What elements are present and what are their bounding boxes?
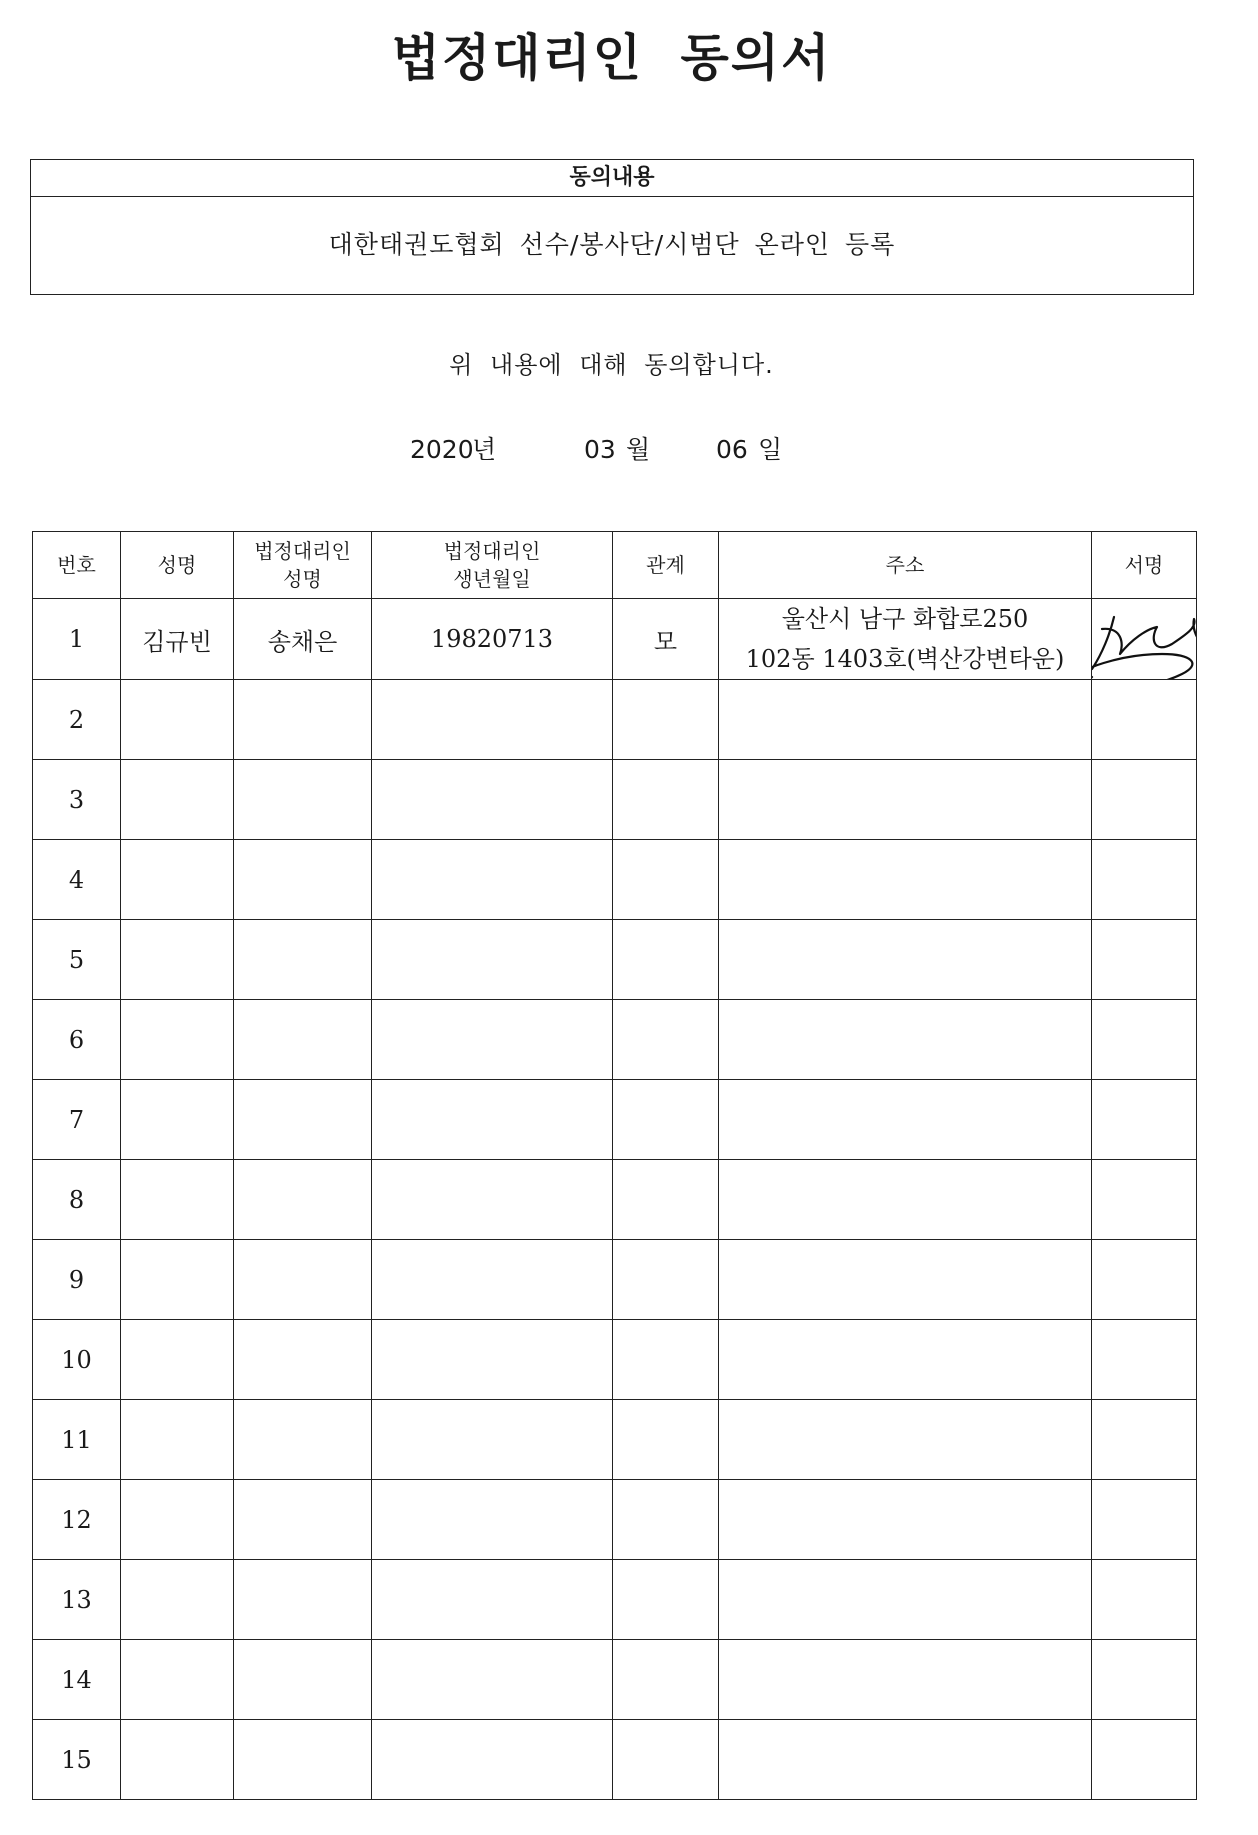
date-year: 2020 xyxy=(410,435,474,464)
cell-name xyxy=(121,840,234,920)
cell-guardian-name xyxy=(234,760,372,840)
cell-guardian-name xyxy=(234,1160,372,1240)
cell-name xyxy=(121,1560,234,1640)
table-row xyxy=(33,1560,1197,1640)
cell-no: 6 xyxy=(33,1000,121,1080)
agree-statement: 위 내용에 대해 동의합니다. xyxy=(449,351,774,379)
cell-guardian-name xyxy=(234,1480,372,1560)
header-guardian-birth xyxy=(372,532,613,599)
table-row xyxy=(33,680,1197,760)
header-guardian-name xyxy=(234,532,372,599)
cell-signature xyxy=(1092,1240,1197,1320)
cell-relation xyxy=(613,680,719,760)
cell-address xyxy=(719,1160,1092,1240)
cell-guardian-name: 송채은 xyxy=(234,599,372,680)
cell-name xyxy=(121,760,234,840)
cell-address xyxy=(719,1240,1092,1320)
consent-box xyxy=(30,159,1194,295)
table-row xyxy=(33,1480,1197,1560)
cell-relation xyxy=(613,1400,719,1480)
header-guardian-name-line1: 법정대리인 xyxy=(254,539,351,563)
cell-guardian-birth xyxy=(372,1720,613,1800)
cell-relation xyxy=(613,1240,719,1320)
cell-signature xyxy=(1092,1320,1197,1400)
cell-signature xyxy=(1092,840,1197,920)
table-row xyxy=(33,1240,1197,1320)
table-row xyxy=(33,1160,1197,1240)
cell-signature xyxy=(1092,920,1197,1000)
cell-guardian-birth xyxy=(372,840,613,920)
header-guardian-birth-line2: 생년월일 xyxy=(453,567,531,591)
cell-signature xyxy=(1092,1560,1197,1640)
table-row xyxy=(33,1080,1197,1160)
cell-name xyxy=(121,920,234,1000)
cell-name xyxy=(121,1000,234,1080)
cell-signature xyxy=(1092,1720,1197,1800)
cell-guardian-name xyxy=(234,1400,372,1480)
cell-address xyxy=(719,1560,1092,1640)
cell-name xyxy=(121,1320,234,1400)
cell-guardian-birth xyxy=(372,680,613,760)
cell-signature xyxy=(1092,599,1197,680)
cell-guardian-name xyxy=(234,840,372,920)
cell-guardian-name xyxy=(234,920,372,1000)
cell-address xyxy=(719,1080,1092,1160)
cell-relation xyxy=(613,840,719,920)
cell-guardian-birth xyxy=(372,1640,613,1720)
table-row xyxy=(33,760,1197,840)
date-month-label: 월 xyxy=(626,435,651,464)
consent-content: 대한태권도협회 선수/봉사단/시범단 온라인 등록 xyxy=(328,230,896,259)
cell-signature xyxy=(1092,1080,1197,1160)
date-day: 06 xyxy=(716,435,748,464)
cell-no: 13 xyxy=(33,1560,121,1640)
cell-no: 8 xyxy=(33,1160,121,1240)
cell-no: 15 xyxy=(33,1720,121,1800)
cell-guardian-name xyxy=(234,1640,372,1720)
cell-guardian-birth xyxy=(372,1160,613,1240)
cell-guardian-birth xyxy=(372,1240,613,1320)
cell-guardian-birth xyxy=(372,1400,613,1480)
cell-relation xyxy=(613,920,719,1000)
cell-name xyxy=(121,680,234,760)
address-line2: 102동 1403호(벽산강변타운) xyxy=(745,645,1065,673)
table-row xyxy=(33,1720,1197,1800)
cell-guardian-birth: 19820713 xyxy=(372,599,613,680)
cell-signature xyxy=(1092,1640,1197,1720)
cell-address xyxy=(719,1000,1092,1080)
cell-signature xyxy=(1092,1000,1197,1080)
cell-name xyxy=(121,1640,234,1720)
cell-address xyxy=(719,840,1092,920)
cell-guardian-name xyxy=(234,1240,372,1320)
cell-no: 1 xyxy=(33,599,121,680)
cell-guardian-birth xyxy=(372,760,613,840)
header-guardian-birth-line1: 법정대리인 xyxy=(443,539,541,563)
cell-address xyxy=(719,1320,1092,1400)
cell-no: 10 xyxy=(33,1320,121,1400)
cell-relation xyxy=(613,1560,719,1640)
cell-address xyxy=(719,680,1092,760)
cell-relation xyxy=(613,1640,719,1720)
cell-guardian-name xyxy=(234,1320,372,1400)
cell-relation: 모 xyxy=(613,599,719,680)
cell-guardian-birth xyxy=(372,1080,613,1160)
cell-guardian-name xyxy=(234,1000,372,1080)
cell-guardian-name xyxy=(234,680,372,760)
cell-relation xyxy=(613,1320,719,1400)
cell-no: 11 xyxy=(33,1400,121,1480)
cell-guardian-name xyxy=(234,1720,372,1800)
table-row xyxy=(33,1640,1197,1720)
cell-no: 7 xyxy=(33,1080,121,1160)
cell-guardian-name xyxy=(234,1080,372,1160)
header-name: 성명 xyxy=(121,532,234,599)
date-year-label: 년 xyxy=(472,435,497,464)
cell-name xyxy=(121,1080,234,1160)
header-guardian-name-line2: 성명 xyxy=(283,567,322,591)
cell-signature xyxy=(1092,760,1197,840)
date-month: 03 xyxy=(584,435,616,464)
guardian-roster-table xyxy=(32,531,1197,1800)
cell-no: 2 xyxy=(33,680,121,760)
date-day-label: 일 xyxy=(758,435,783,464)
cell-guardian-birth xyxy=(372,1480,613,1560)
cell-no: 12 xyxy=(33,1480,121,1560)
cell-relation xyxy=(613,1720,719,1800)
header-no: 번호 xyxy=(33,532,121,599)
date-row xyxy=(410,430,788,466)
handwritten-signature xyxy=(1092,599,1197,680)
cell-guardian-birth xyxy=(372,1560,613,1640)
header-signature: 서명 xyxy=(1092,532,1197,599)
cell-address xyxy=(719,1480,1092,1560)
cell-no: 5 xyxy=(33,920,121,1000)
cell-no: 9 xyxy=(33,1240,121,1320)
cell-address xyxy=(719,1400,1092,1480)
roster-body xyxy=(33,599,1197,1800)
table-row xyxy=(33,840,1197,920)
cell-address xyxy=(719,1720,1092,1800)
table-row xyxy=(33,920,1197,1000)
cell-guardian-birth xyxy=(372,1320,613,1400)
cell-no: 3 xyxy=(33,760,121,840)
cell-name: 김규빈 xyxy=(121,599,234,680)
consent-header: 동의내용 xyxy=(31,160,1193,197)
table-row xyxy=(33,1400,1197,1480)
cell-name xyxy=(121,1400,234,1480)
document-title: 법정대리인 동의서 xyxy=(391,29,832,87)
header-relation: 관계 xyxy=(613,532,719,599)
table-row xyxy=(33,599,1197,680)
cell-address xyxy=(719,920,1092,1000)
address-line1: 울산시 남구 화합로250 xyxy=(781,605,1029,633)
cell-name xyxy=(121,1240,234,1320)
cell-name xyxy=(121,1480,234,1560)
cell-relation xyxy=(613,1000,719,1080)
cell-no: 14 xyxy=(33,1640,121,1720)
table-row xyxy=(33,1000,1197,1080)
cell-guardian-name xyxy=(234,1560,372,1640)
cell-relation xyxy=(613,1480,719,1560)
cell-no: 4 xyxy=(33,840,121,920)
cell-relation xyxy=(613,760,719,840)
cell-signature xyxy=(1092,1160,1197,1240)
cell-address xyxy=(719,599,1092,680)
cell-relation xyxy=(613,1160,719,1240)
cell-guardian-birth xyxy=(372,1000,613,1080)
cell-name xyxy=(121,1720,234,1800)
cell-address xyxy=(719,760,1092,840)
cell-signature xyxy=(1092,1400,1197,1480)
header-address: 주소 xyxy=(719,532,1092,599)
cell-relation xyxy=(613,1080,719,1160)
table-header-row xyxy=(33,532,1197,599)
cell-name xyxy=(121,1160,234,1240)
cell-signature xyxy=(1092,1480,1197,1560)
cell-signature xyxy=(1092,680,1197,760)
cell-address xyxy=(719,1640,1092,1720)
cell-guardian-birth xyxy=(372,920,613,1000)
table-row xyxy=(33,1320,1197,1400)
